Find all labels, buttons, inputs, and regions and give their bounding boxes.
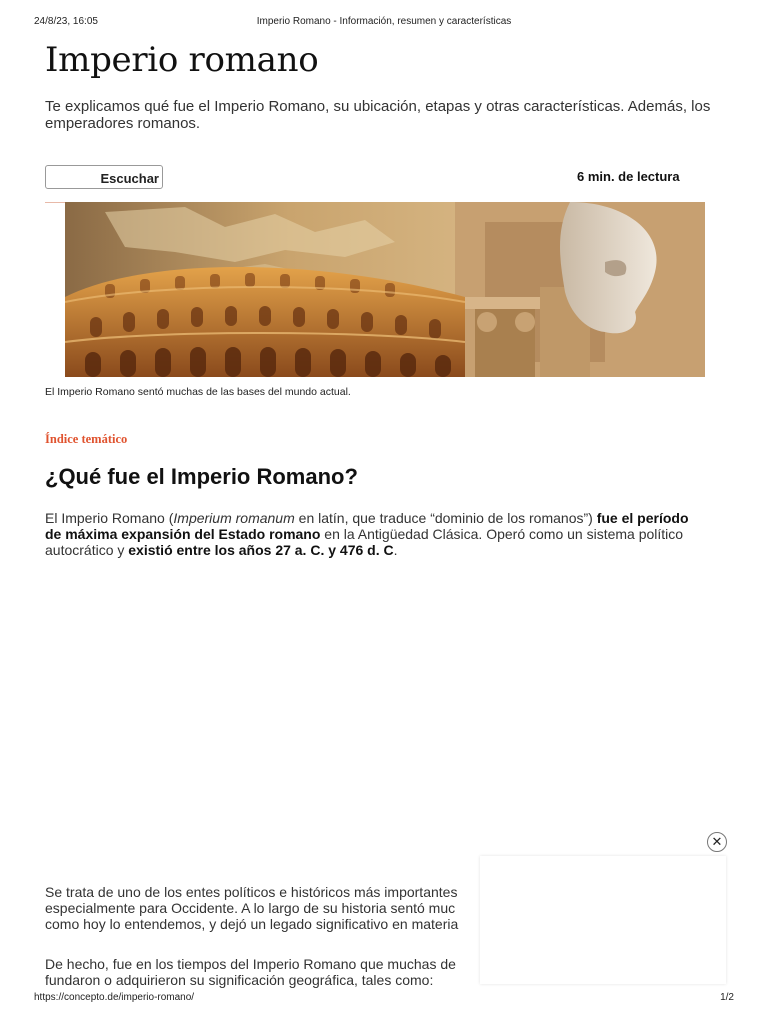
table-of-contents-link[interactable]: Índice temático [45,432,128,446]
image-caption: El Imperio Romano sentó muchas de las bases del mundo actual. [45,386,351,398]
colosseum-image [65,202,705,377]
print-footer [34,992,734,1006]
reading-time: 6 min. de lectura [577,169,680,184]
text-line: Se trata de uno de los entes políticos e históricos más importantes [45,884,458,900]
section-heading: ¿Qué fue el Imperio Romano? [45,464,358,489]
hero-image [65,202,705,377]
text-run: El Imperio Romano ( [45,510,174,526]
article-subtitle: Te explicamos qué fue el Imperio Romano, su ubicación, etapas y otras características. Además, los emperadores romanos. [45,98,711,132]
text-run: en la Antigüedad Clásica. Operó como un sistema político autocrático y [45,526,684,558]
print-url: https://concepto.de/imperio-romano/ [34,992,195,1003]
print-document-title: Imperio Romano - Información, resumen y características [256,16,512,27]
text-line: como hoy lo entendemos, y dejó un legado significativo en materia [45,916,459,932]
close-icon[interactable]: ✕ [707,832,727,852]
page-number: 1/2 [720,992,734,1003]
paragraph-intro [45,510,695,558]
listen-button[interactable]: Escuchar [45,165,163,189]
text-run: en latín, que traduce “dominio de los romanos”) [294,510,597,526]
latin-term: Imperium romanum [173,510,295,526]
paragraph-importance [45,884,485,932]
ad-overlay [480,856,726,984]
text-line: especialmente para Occidente. A lo largo de su historia sentó muc [45,900,456,916]
text-run: . [393,542,398,558]
divider [45,202,65,203]
print-header [34,16,734,30]
text-line: fundaron o adquirieron su significación geográfica, tales como: [45,972,434,988]
print-datetime: 24/8/23, 16:05 [34,16,98,27]
page-title: Imperio romano [45,40,319,80]
paragraph-cities [45,956,485,988]
bold-run: existió entre los años 27 a. C. y 476 d. C [128,542,394,558]
text-line: De hecho, fue en los tiempos del Imperio Romano que muchas de [45,956,456,972]
bold-run: fue el período de máxima expansión del Estado romano [45,510,689,542]
